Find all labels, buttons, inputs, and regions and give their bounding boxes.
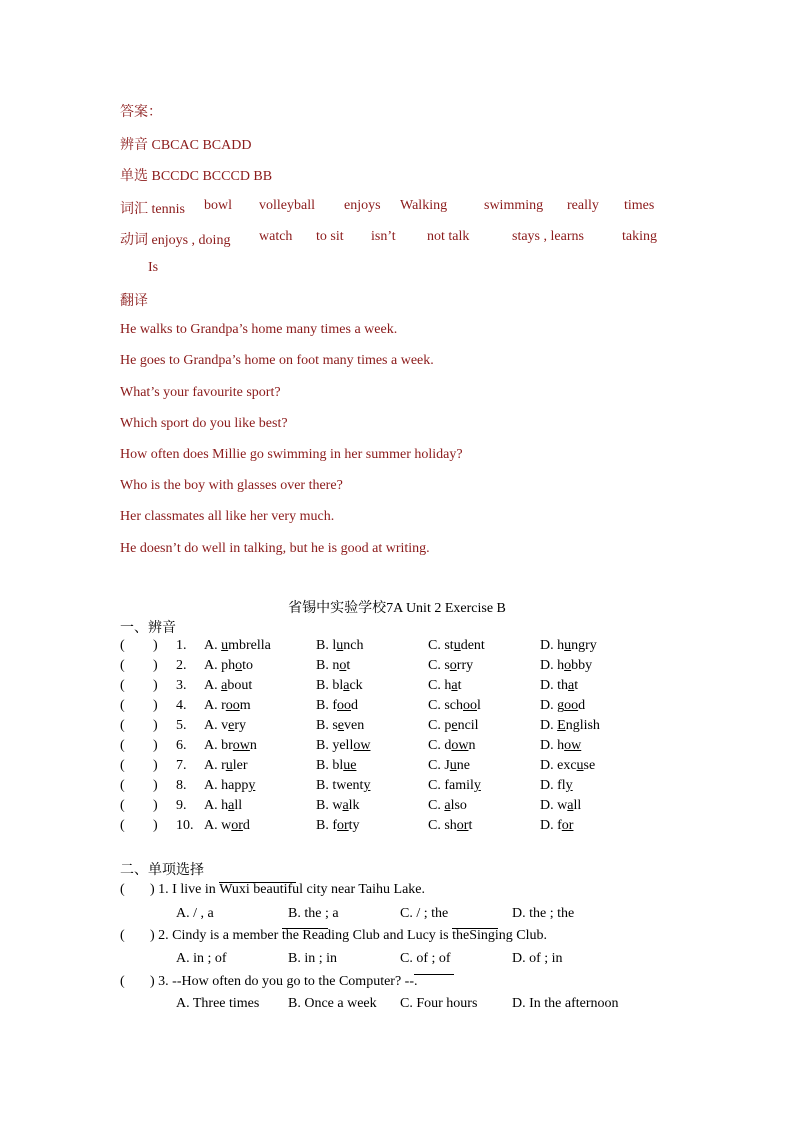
paren-open: ( [120,638,125,653]
paren-close: ) [153,758,158,773]
underlined-sound: or [337,818,349,833]
underlined-sound: oo [463,698,477,713]
option-d[interactable]: D. for [540,818,574,833]
option-c[interactable]: C. pencil [428,718,479,733]
answer-blank[interactable] [250,882,296,883]
option-a[interactable]: A. / , a [176,906,214,921]
option-d[interactable]: D. fly [540,778,573,793]
underlined-sound: a [342,798,349,813]
paren-open: ( [120,678,125,693]
question-number: 10. [176,818,194,833]
underlined-sound: ue [343,758,357,773]
paren-close: ) [153,698,158,713]
underlined-sound: or [231,818,243,833]
underlined-sound: e [337,718,345,733]
underlined-sound: y [363,778,371,793]
paren-open: ( [120,738,125,753]
underlined-sound: a [221,678,228,693]
paren-close: ) [153,798,158,813]
underlined-sound: e [451,718,458,733]
option-a[interactable]: A. Three times [176,996,260,1011]
underlined-sound: a [568,678,575,693]
option-b[interactable]: B. lunch [316,638,364,653]
option-d[interactable]: D. excuse [540,758,596,773]
option-c[interactable]: C. Four hours [400,996,478,1011]
vocab-item: really [567,198,599,213]
underlined-sound: o [235,658,243,673]
underlined-sound: u [453,638,461,653]
underlined-sound: E [557,718,566,733]
underlined-sound: u [221,638,229,653]
option-c[interactable]: C. short [428,818,473,833]
answers-verbs-continued: Is [148,260,159,275]
option-a[interactable]: A. umbrella [204,638,271,653]
translation-line: What’s your favourite sport? [120,385,281,400]
option-a[interactable]: A. very [204,718,247,733]
question-number: 9. [176,798,187,813]
underlined-sound: or [561,818,574,833]
paren-close: ) [153,718,158,733]
underlined-sound: oo [337,698,351,713]
question-number: 7. [176,758,187,773]
verb-item: stays , learns [512,229,584,244]
answers-phonetics: 辨音 CBCAC BCADD [120,138,252,153]
option-c[interactable]: C. also [428,798,467,813]
question-number: 6. [176,738,187,753]
paren-open: ( [120,818,125,833]
paren-open: ( [120,882,125,897]
question-number: 5. [176,718,187,733]
answers-heading: 答案： [120,105,162,120]
underlined-sound: ow [564,738,582,753]
vocab-item: bowl [204,198,232,213]
option-b[interactable]: B. the ; a [288,906,339,921]
paren-open: ( [120,758,125,773]
section-phonetics-heading: 一、辨音 [120,621,176,636]
underlined-sound: ow [451,738,469,753]
option-d[interactable]: D. good [540,698,586,713]
verb-item: not talk [427,229,470,244]
translation-line: How often does Millie go swimming in her summer holiday? [120,447,463,462]
answer-blank[interactable] [282,928,328,929]
underlined-sound: y [248,778,256,793]
verb-item: watch [259,229,293,244]
option-c[interactable]: C. of ; of [400,951,451,966]
option-a[interactable]: A. in ; of [176,951,227,966]
option-a[interactable]: A. word [204,818,250,833]
paren-open: ( [120,658,125,673]
underlined-sound: o [339,658,347,673]
question-number: 8. [176,778,187,793]
question-number: 1. [176,638,187,653]
paren-open: ( [120,778,125,793]
vocab-item: volleyball [259,198,315,213]
option-d[interactable]: D. how [540,738,582,753]
underlined-sound: a [228,798,235,813]
underlined-sound: a [343,678,350,693]
option-d[interactable]: D. wall [540,798,582,813]
paren-open: ( [120,974,125,989]
underlined-sound: ow [232,738,250,753]
underlined-sound: u [564,638,572,653]
section-choice-heading: 二、单项选择 [120,863,204,878]
option-b[interactable]: B. not [316,658,351,673]
option-b[interactable]: B. twenty [316,778,371,793]
option-d[interactable]: D. hobby [540,658,593,673]
underlined-sound: a [567,798,574,813]
paren-close: ) [153,678,158,693]
vocab-item: enjoys [344,198,381,213]
translation-line: He goes to Grandpa’s home on foot many times a week. [120,353,434,368]
verb-item: to sit [316,229,344,244]
vocab-item: 词汇 tennis [120,202,185,217]
option-b[interactable]: B. walk [316,798,360,813]
verb-item: isn’t [371,229,396,244]
option-b[interactable]: B. food [316,698,358,713]
question-stem: ) 2. Cindy is a member the Reading Club and Lucy is theSinging Club. [150,928,548,943]
verb-item: taking [622,229,657,244]
translation-line: Who is the boy with glasses over there? [120,478,343,493]
underlined-sound: oo [225,698,240,713]
underlined-sound: u [576,758,584,773]
option-c[interactable]: C. June [428,758,471,773]
option-c[interactable]: C. / ; the [400,906,449,921]
underlined-sound: e [228,718,235,733]
question-stem: ) 3. --How often do you go to the Computer? -- . [150,974,418,990]
option-d[interactable]: D. of ; in [512,951,563,966]
paren-close: ) [153,658,158,673]
paren-open: ( [120,718,125,733]
question-number: 3. [176,678,187,693]
vocab-item: times [624,198,655,213]
option-c[interactable]: C. family [428,778,481,793]
paren-close: ) [153,738,158,753]
translation-line: He walks to Grandpa’s home many times a week. [120,322,398,337]
paren-open: ( [120,798,125,813]
option-d[interactable]: D. In the afternoon [512,996,619,1011]
paren-open: ( [120,698,125,713]
option-d[interactable]: D. the ; the [512,906,575,921]
option-d[interactable]: D. that [540,678,579,693]
option-b[interactable]: B. yellow [316,738,371,753]
underlined-sound: or [456,818,469,833]
option-b[interactable]: B. Once a week [288,996,377,1011]
option-a[interactable]: A. happy [204,778,256,793]
option-b[interactable]: B. forty [316,818,360,833]
question-number: 2. [176,658,187,673]
option-b[interactable]: B. black [316,678,363,693]
translation-line: He doesn’t do well in talking, but he is good at writing. [120,541,430,556]
option-a[interactable]: A. room [204,698,251,713]
option-a[interactable]: A. ruler [204,758,248,773]
paren-close: ) [153,778,158,793]
underlined-sound: o [564,658,572,673]
paren-close: ) [153,818,158,833]
option-a[interactable]: A. hall [204,798,243,813]
translation-line: Her classmates all like her very much. [120,509,335,524]
underlined-sound: u [336,638,344,653]
option-c[interactable]: C. school [428,698,481,713]
underlined-sound: u [225,758,233,773]
option-c[interactable]: C. hat [428,678,462,693]
underlined-sound: a [451,678,458,693]
vocab-item: swimming [484,198,544,213]
answers-choice: 单选 BCCDC BCCCD BB [120,169,273,184]
answer-blank[interactable] [414,974,454,975]
underlined-sound: oo [564,698,579,713]
option-b[interactable]: B. blue [316,758,357,773]
option-d[interactable]: D. English [540,718,600,733]
option-a[interactable]: A. photo [204,658,254,673]
paren-open: ( [120,928,125,943]
option-c[interactable]: C. sorry [428,658,474,673]
answer-blank[interactable] [452,928,498,929]
underlined-sound: o [449,658,457,673]
underlined-sound: ow [353,738,371,753]
underlined-sound: y [473,778,481,793]
option-b[interactable]: B. seven [316,718,365,733]
underlined-sound: a [444,798,451,813]
option-a[interactable]: A. about [204,678,253,693]
underlined-sound: y [565,778,573,793]
question-number: 4. [176,698,187,713]
option-d[interactable]: D. hungry [540,638,597,653]
verb-item: 动词 enjoys , doing [120,233,231,248]
translation-line: Which sport do you like best? [120,416,288,431]
vocab-item: Walking [400,198,448,213]
option-b[interactable]: B. in ; in [288,951,338,966]
option-c[interactable]: C. down [428,738,476,753]
exercise-title: 省锡中实验学校7A Unit 2 Exercise B [288,601,506,616]
underlined-sound: u [449,758,457,773]
option-a[interactable]: A. brown [204,738,257,753]
paren-close: ) [153,638,158,653]
option-c[interactable]: C. student [428,638,485,653]
translation-heading: 翻译 [120,294,148,309]
question-stem: ) 1. I live in Wuxi beautiful city near Taihu Lake. [150,882,426,897]
